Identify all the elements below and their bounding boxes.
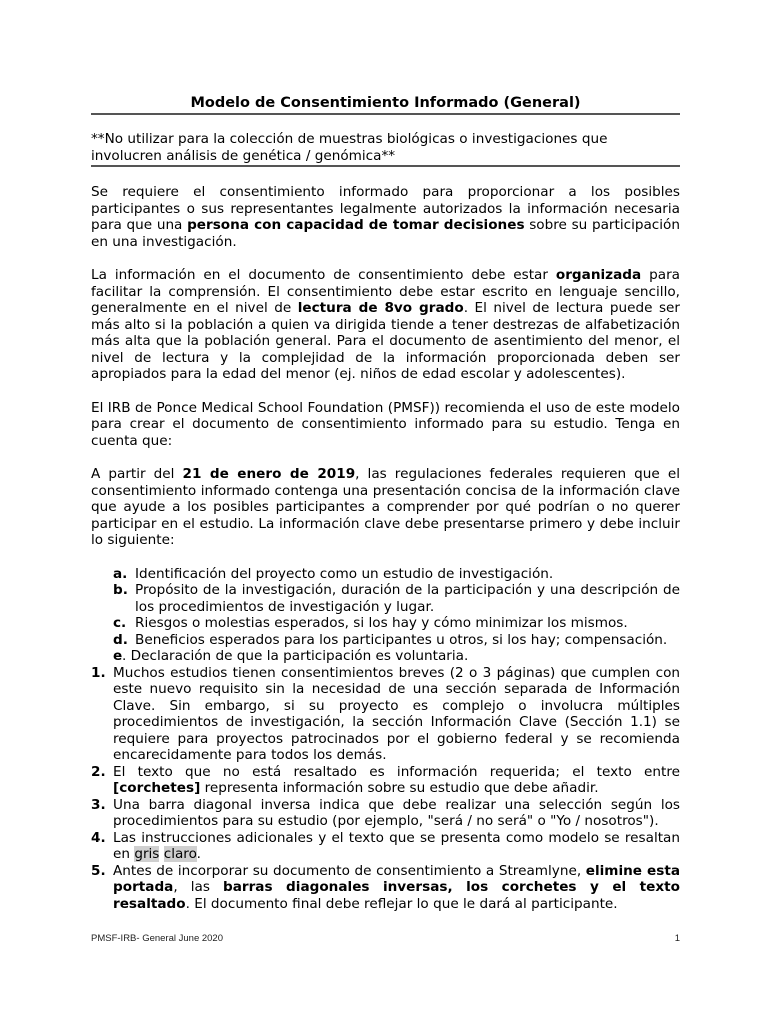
list-text — [113, 830, 680, 863]
bold-text: elimine esta portada — [113, 862, 680, 895]
text-run: , las regulaciones federales requieren que el consentimiento informado contenga una presentación concisa de la información clave que ayude a los posibles participantes a comprender por qué podrían o no querer participar en el estudio. La información clave debe presentarse primero y debe incluir lo siguiente: — [91, 466, 680, 548]
text-run: Se requiere el consentimiento informado para proporcionar a los posibles participantes o sus representantes legalmente autorizados la información necesaria para que una — [91, 184, 680, 233]
text-run: La información en el documento de consentimiento debe estar — [91, 267, 556, 283]
list-text: Beneficios esperados para los participantes u otros, si los hay; compensación. — [135, 631, 668, 648]
list-text: Riesgos o molestias esperados, si los hay y cómo minimizar los mismos. — [135, 615, 628, 631]
highlighted-text: claro — [163, 846, 197, 862]
paragraph-irb: El IRB de Ponce Medical School Foundation (PMSF)) recomienda el uso de este modelo para crear el documento de consentimiento informado para su estudio. Tenga en cuenta que: — [91, 399, 680, 449]
bold-text: barras diagonales inversas, los corchetes y el texto resaltado — [113, 879, 680, 912]
bold-text: [corchetes] — [113, 780, 201, 796]
instructions-list — [91, 665, 680, 913]
paragraph-organization — [91, 267, 680, 383]
list-marker: c. — [113, 615, 127, 631]
list-text: . Declaración de que la participación es voluntaria. — [122, 648, 469, 664]
text-run: . — [196, 846, 201, 862]
bold-text: lectura de 8vo grado — [297, 300, 464, 316]
list-item — [91, 797, 680, 830]
footer-label: PMSF-IRB- General June 2020 — [91, 933, 224, 944]
list-item — [91, 582, 680, 615]
list-item — [91, 764, 680, 797]
text-run: Las instrucciones adicionales y el texto que se presenta como modelo se resaltan en — [113, 829, 680, 862]
list-item — [91, 665, 680, 764]
page-footer — [91, 933, 680, 944]
list-text — [113, 764, 680, 797]
list-marker: 3. — [91, 796, 106, 813]
bold-text: persona con capacidad de tomar decisiones — [187, 217, 525, 233]
list-text: Propósito de la investigación, duración de la participación y una descripción de los procedimientos de investigación y lugar. — [135, 582, 680, 615]
list-marker: d. — [113, 631, 128, 648]
list-text — [113, 863, 680, 913]
text-run: sobre su participación en una investigación. — [91, 217, 680, 250]
text-run: para facilitar la comprensión. El consentimiento debe estar escrito en lenguaje sencillo, generalmente en el nivel de — [91, 267, 680, 316]
document-title: Modelo de Consentimiento Informado (General) — [91, 94, 680, 115]
paragraph-intro — [91, 184, 680, 250]
bold-text: 21 de enero de 2019 — [182, 466, 356, 482]
bold-text: organizada — [555, 267, 642, 283]
list-marker: b. — [113, 582, 128, 598]
list-marker: a. — [113, 565, 128, 582]
page-number: 1 — [674, 933, 680, 944]
list-marker: 2. — [91, 763, 106, 780]
list-marker: 1. — [91, 664, 106, 681]
paragraph-regulations — [91, 466, 680, 549]
highlighted-text: gris — [134, 846, 160, 862]
list-text: Una barra diagonal inversa indica que debe realizar una selección según los procedimientos para su estudio (por ejemplo, "será / no será" o "Yo / nosotros"). — [113, 796, 680, 829]
list-item — [91, 830, 680, 863]
list-item — [91, 632, 680, 649]
list-item — [91, 615, 680, 632]
text-run: A partir del — [91, 466, 183, 482]
list-item — [91, 648, 680, 665]
text-run: Antes de incorporar su documento de consentimiento a Streamlyne, — [113, 862, 586, 879]
text-run: , las — [173, 879, 223, 895]
text-run: . El documento final debe reflejar lo que le dará al participante. — [185, 895, 618, 912]
key-info-list — [91, 566, 680, 665]
text-run: El texto que no está resaltado es información requerida; el texto entre — [113, 763, 680, 780]
list-item — [91, 863, 680, 913]
list-text: Identificación del proyecto como un estudio de investigación. — [135, 565, 554, 582]
list-marker: 4. — [91, 829, 106, 846]
list-marker: 5. — [91, 862, 106, 879]
list-item — [91, 566, 680, 583]
text-run: . El nivel de lectura puede ser más alto si la población a quien va dirigida tiende a tener destrezas de alfabetización más alta que la población general. Para el documento de asentimiento del menor, el nivel de lectura y la complejidad de la información proporcionada deben ser apropiados para la edad del menor (ej. niños de edad escolar y adolescentes). — [91, 300, 681, 382]
warning-note: **No utilizar para la colección de muestras biológicas o investigaciones que involucren análisis de genética / genómica** — [91, 131, 680, 167]
text-run: representa información sobre su estudio que debe añadir. — [200, 780, 599, 796]
list-marker: e — [113, 648, 123, 664]
list-text: Muchos estudios tienen consentimientos breves (2 o 3 páginas) que cumplen con este nuevo requisito sin la necesidad de una sección separada de Información Clave. Sin embargo, si su proyecto es complejo o involucra múltiples procedimientos de investigación, la sección Información Clave (Sección 1.1) se requiere para proyectos patrocinados por el gobierno federal y se recomienda encarecidamente para todos los demás. — [113, 664, 680, 763]
document-page — [91, 94, 680, 912]
